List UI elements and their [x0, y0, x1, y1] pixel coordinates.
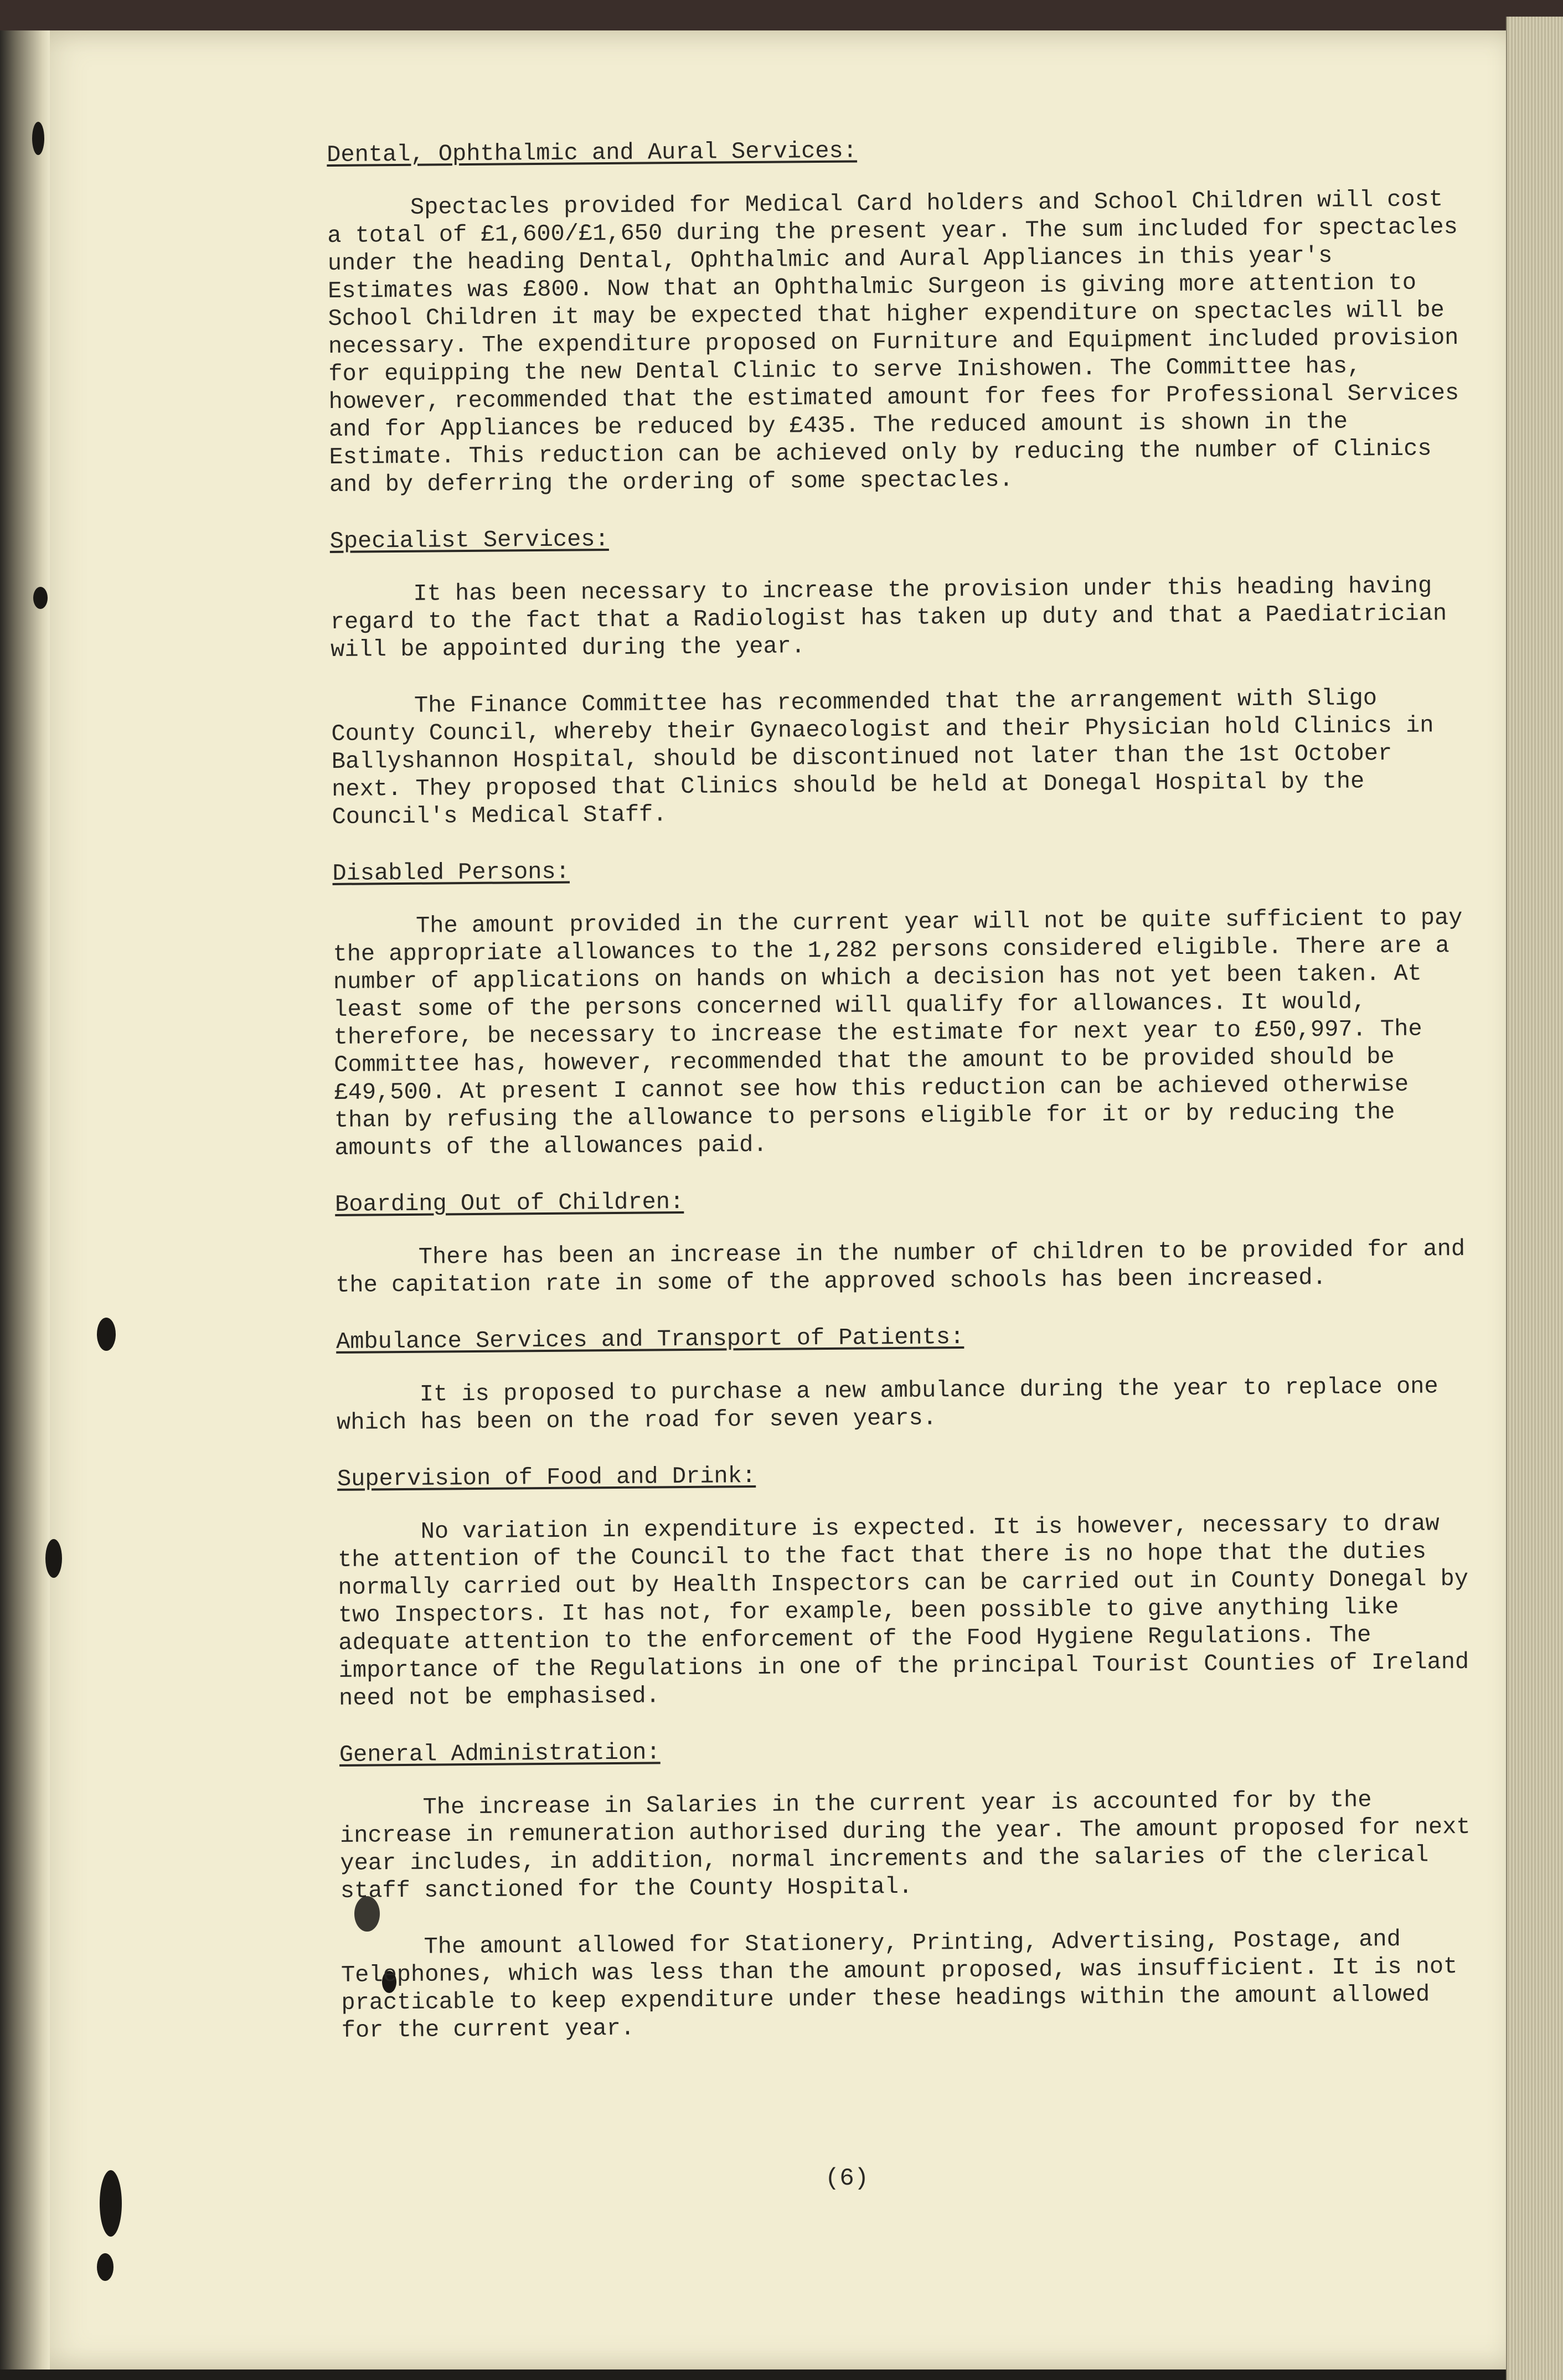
section-paragraph: The amount allowed for Stationery, Printing, Advertising, Postage, and Telephones, which was less than the amount proposed, was insufficient. It is not practicable to keep expenditure under these headings within the amount allowed for the current year.: [341, 1925, 1458, 2044]
section-heading: Ambulance Services and Transport of Patients:: [336, 1324, 964, 1355]
ink-blot-mark: [33, 587, 48, 609]
section-paragraph: There has been an increase in the number of children to be provided for and the capitation rate in some of the approved schools has been increased.: [336, 1235, 1466, 1299]
section-paragraph: The Finance Committee has recommended that the arrangement with Sligo County Council, whereby their Gynaecologist and their Physician hold Clinics in Ballyshannon Hospital, should be discontinued not later than the 1st October next. They proposed that Clinics should be held at Donegal Hospital by the Council's Medical Staff.: [331, 685, 1434, 830]
page-number: (6): [825, 2165, 869, 2192]
book-binding-gutter: [0, 30, 50, 2369]
section-general-administration: [339, 1732, 1482, 2045]
section-paragraph: The amount provided in the current year will not be quite sufficient to pay the appropriate allowances to the 1,282 persons considered eligible. There are a number of applications on hands on which a decision has not yet been taken. At least some of the persons concerned will qualify for allowances. It would, therefore, be necessary to increase the estimate for next year to £50,997. The Committee has, however, recommended that the amount to be provided should be £49,500. At present I cannot see how this reduction can be achieved otherwise than by refusing the allowance to persons eligible for it or by reducing the amounts of the allowances paid.: [333, 904, 1463, 1161]
page-top-edge: [0, 0, 1563, 30]
section-specialist-services: [329, 519, 1472, 831]
section-heading: Specialist Services:: [329, 526, 609, 555]
section-heading: Disabled Persons:: [332, 858, 570, 887]
section-disabled-persons: [332, 851, 1475, 1162]
section-paragraph: It has been necessary to increase the provision under this heading having regard to the fact that a Radiologist has taken up duty and that a Paediatrician will be appointed during the year.: [330, 572, 1447, 663]
section-heading: Supervision of Food and Drink:: [337, 1462, 756, 1493]
section-heading: Dental, Ophthalmic and Aural Services:: [327, 137, 858, 168]
section-dental-services: [327, 132, 1470, 499]
section-boarding-out: [335, 1182, 1476, 1299]
section-heading: Boarding Out of Children:: [334, 1188, 684, 1218]
ink-blot-mark: [45, 1539, 62, 1578]
page-stack-edge: [1506, 17, 1563, 2380]
ink-blot-mark: [32, 122, 44, 155]
ink-blot-mark: [97, 2253, 114, 2281]
section-paragraph: Spectacles provided for Medical Card holders and School Children will cost a total of £1,600/£1,650 during the present year. The sum included for spectacles under the heading Dental, Ophthalmic and Aural Appliances in this year's Estimates was £800. Now that an Ophthalmic Surgeon is giving more attention to School Children it may be expected that higher expenditure on spectacles will be necessary. The expenditure proposed on Furniture and Equipment included provision for equipping the new Dental Clinic to serve Inishowen. The Committee has, however, recommended that the estimated amount for fees for Professional Services and for Appliances be reduced by £435. The reduced amount is shown in the Estimate. This reduction can be achieved only by reducing the number of Clinics and by deferring the ordering of some spectacles.: [327, 186, 1459, 498]
section-ambulance-services: [336, 1319, 1477, 1437]
section-food-and-drink: [337, 1457, 1479, 1712]
section-heading: General Administration:: [339, 1739, 661, 1768]
section-paragraph: It is proposed to purchase a new ambulance during the year to replace one which has been on the road for seven years.: [336, 1373, 1438, 1436]
document-body: [327, 132, 1482, 2073]
ink-blot-mark: [97, 1318, 116, 1351]
ink-blot-mark: [100, 2170, 122, 2237]
section-paragraph: The increase in Salaries in the current year is accounted for by the increase in remuneration authorised during the year. The amount proposed for next year includes, in addition, normal increments and the salaries of the clerical staff sanctioned for the County Hospital.: [339, 1787, 1471, 1904]
section-paragraph: No variation in expenditure is expected. It is however, necessary to draw the attention of the Council to the fact that there is no hope that the duties normally carried out by Health Inspectors can be carried out in County Donegal by two Inspectors. It has not, for example, been possible to give anything like adequate attention to the enforcement of the Food Hygiene Regulations. The importance of the Regulations in one of the principal Tourist Counties of Ireland need not be emphasised.: [337, 1510, 1469, 1712]
